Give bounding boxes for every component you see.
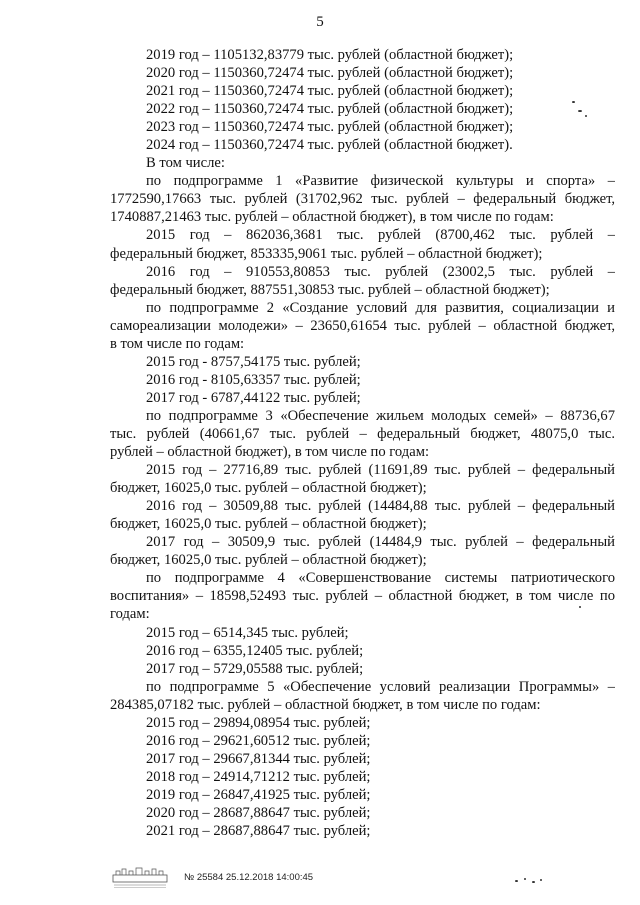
text-line: 2022 год – 1150360,72474 тыс. рублей (областной бюджет);	[146, 101, 514, 118]
text-line: 2020 год – 28687,88647 тыс. рублей;	[146, 804, 371, 821]
text-line: бюджет, 16025,0 тыс. рублей – областной бюджет);	[110, 516, 427, 533]
text-line: 2023 год – 1150360,72474 тыс. рублей (областной бюджет);	[146, 119, 514, 136]
text-line: 2021 год – 1150360,72474 тыс. рублей (областной бюджет);	[146, 83, 514, 100]
text-line: 2016 год – 29621,60512 тыс. рублей;	[146, 732, 371, 749]
text-line: 284385,07182 тыс. рублей – областной бюджет, в том числе по годам:	[110, 696, 541, 713]
registration-stamp: № 25584 25.12.2018 14:00:45	[184, 872, 314, 883]
text-line: годам:	[110, 606, 150, 623]
text-line: федеральный бюджет, 853335,9061 тыс. рублей – областной бюджет);	[110, 245, 543, 262]
scan-speck	[572, 101, 575, 103]
scan-speck	[540, 879, 542, 881]
text-line: федеральный бюджет, 887551,30853 тыс. рублей – областной бюджет);	[110, 281, 550, 298]
text-line: 2015 год – 29894,08954 тыс. рублей;	[146, 714, 371, 731]
scan-speck	[579, 606, 581, 608]
page-number: 5	[316, 14, 324, 30]
text-line: 2016 год – 6355,12405 тыс. рублей;	[146, 642, 364, 659]
text-line: 2016 год - 8105,63357 тыс. рублей;	[146, 371, 361, 388]
scan-speck	[585, 115, 587, 117]
text-line: тыс. рублей (40661,67 тыс. рублей – федеральный бюджет, 48075,0 тыс.	[110, 425, 615, 442]
text-line: рублей – областной бюджет), в том числе по годам:	[110, 444, 429, 461]
text-line: 2015 год - 8757,54175 тыс. рублей;	[146, 353, 361, 370]
text-line: по подпрограмме 1 «Развитие физической культуры и спорта» –	[146, 173, 615, 190]
text-line: воспитания» – 18598,52493 тыс. рублей – областной бюджет, в том числе по	[110, 588, 615, 605]
text-line: 2016 год – 910553,80853 тыс. рублей (23002,5 тыс. рублей –	[146, 263, 615, 280]
text-line: бюджет, 16025,0 тыс. рублей – областной бюджет);	[110, 480, 427, 497]
text-line: 2019 год – 26847,41925 тыс. рублей;	[146, 786, 371, 803]
text-line: 1772590,17663 тыс. рублей (31702,962 тыс. рублей – федеральный бюджет,	[110, 191, 615, 208]
organization-logo-icon	[112, 866, 168, 890]
text-line: 2021 год – 28687,88647 тыс. рублей;	[146, 823, 371, 840]
text-line: В том числе:	[146, 155, 225, 172]
text-line: самореализации молодежи» – 23650,61654 тыс. рублей – областной бюджет,	[110, 317, 615, 334]
text-line: 2018 год – 24914,71212 тыс. рублей;	[146, 768, 371, 785]
text-line: в том числе по годам:	[110, 335, 245, 352]
scan-speck	[532, 881, 535, 883]
text-line: по подпрограмме 3 «Обеспечение жильем молодых семей» – 88736,67	[146, 407, 615, 424]
text-line: по подпрограмме 5 «Обеспечение условий реализации Программы» –	[146, 678, 615, 695]
text-line: 2017 год – 5729,05588 тыс. рублей;	[146, 660, 364, 677]
text-line: 2017 год - 6787,44122 тыс. рублей;	[146, 389, 361, 406]
text-line: 2017 год – 30509,9 тыс. рублей (14484,9 тыс. рублей – федеральный	[146, 534, 615, 551]
text-line: по подпрограмме 4 «Совершенствование системы патриотического	[146, 570, 615, 587]
text-line: 2015 год – 6514,345 тыс. рублей;	[146, 624, 349, 641]
document-footer	[112, 866, 532, 892]
text-line: 2016 год – 30509,88 тыс. рублей (14484,88 тыс. рублей – федеральный	[146, 498, 615, 515]
text-line: 2020 год – 1150360,72474 тыс. рублей (областной бюджет);	[146, 65, 514, 82]
text-line: бюджет, 16025,0 тыс. рублей – областной бюджет);	[110, 552, 427, 569]
text-line: 2015 год – 27716,89 тыс. рублей (11691,89 тыс. рублей – федеральный	[146, 462, 615, 479]
text-line: 2015 год – 862036,3681 тыс. рублей (8700,462 тыс. рублей –	[146, 227, 615, 244]
text-line: 1740887,21463 тыс. рублей – областной бюджет), в том числе по годам:	[110, 209, 554, 226]
document-body	[110, 46, 615, 840]
text-line: 2024 год – 1150360,72474 тыс. рублей (областной бюджет).	[146, 137, 513, 154]
scan-speck	[578, 110, 582, 112]
text-line: 2017 год – 29667,81344 тыс. рублей;	[146, 750, 371, 767]
text-line: по подпрограмме 2 «Создание условий для развития, социализации и	[146, 299, 615, 316]
text-line: 2019 год – 1105132,83779 тыс. рублей (областной бюджет);	[146, 47, 514, 63]
